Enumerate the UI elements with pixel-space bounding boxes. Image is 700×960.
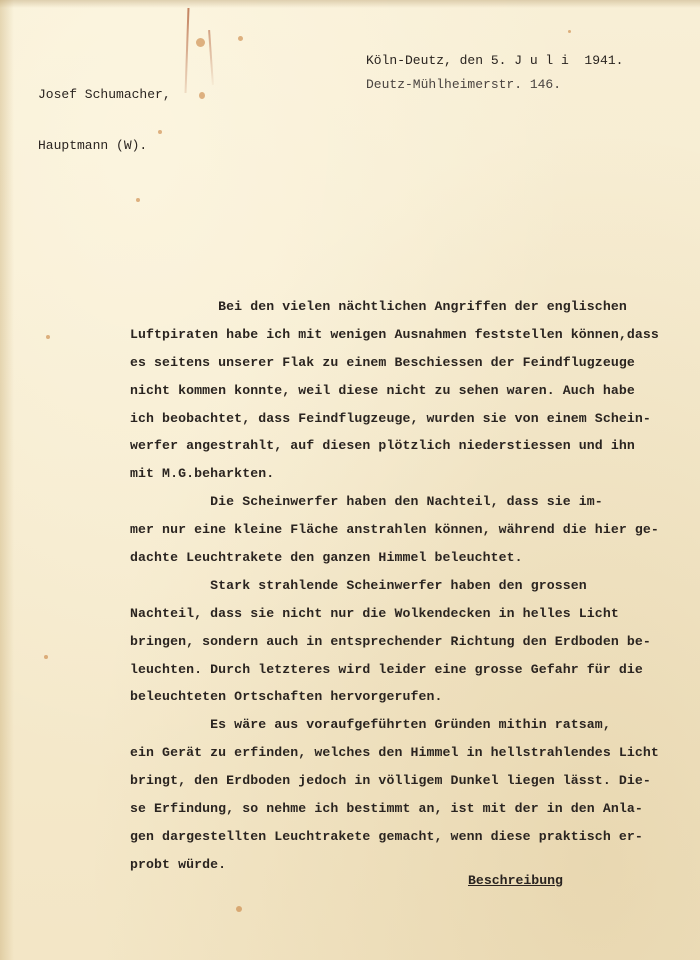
rust-stain [238,36,243,41]
rust-stain [44,655,48,659]
sender-block [38,52,171,188]
body-line: Die Scheinwerfer haben den Nachteil, dass sie im- [130,494,603,510]
paper-top-edge [0,0,700,8]
sender-name: Josef Schumacher, [38,87,171,102]
rust-stain [196,38,205,47]
sender-address: Deutz-Mühlheimerstr. 146. [366,77,562,92]
body-line: ein Gerät zu erfinden, welches den Himmel in hellstrahlendes Licht [130,745,659,761]
rust-stain [236,906,242,912]
body-line: Luftpiraten habe ich mit wenigen Ausnahmen feststellen können,dass [130,326,659,342]
body-line: Stark strahlende Scheinwerfer haben den grossen [130,577,587,593]
rust-stain [568,30,571,33]
paper-crease-secondary [208,30,214,85]
body-line: mer nur eine kleine Fläche anstrahlen können, während die hier ge- [130,522,659,538]
body-line: mit M.G.beharkten. [130,466,275,482]
paper-left-edge [0,0,14,960]
body-line: gen dargestellten Leuchtrakete gemacht, wenn diese praktisch er- [130,828,643,844]
body-line: bringt, den Erdboden jedoch in völligem Dunkel liegen lässt. Die- [130,773,651,789]
rust-stain [46,335,50,339]
body-line: ich beobachtet, dass Feindflugzeuge, wurden sie von einem Schein- [130,410,651,426]
body-line: se Erfindung, so nehme ich bestimmt an, ist mit der in den Anla- [130,801,643,817]
body-line: leuchten. Durch letzteres wird leider eine grosse Gefahr für die [130,661,643,677]
body-line: Nachteil, dass sie nicht nur die Wolkendecken in helles Licht [130,605,619,621]
body-line: beleuchteten Ortschaften hervorgerufen. [130,689,443,705]
body-line: probt würde. [130,856,227,872]
rust-stain [199,92,205,99]
sender-rank: Hauptmann (W). [38,138,148,153]
paper-crease [185,8,190,93]
body-line: bringen, sondern auch in entsprechender Richtung den Erdboden be- [130,633,651,649]
body-line: Bei den vielen nächtlichen Angriffen der englischen [130,299,627,314]
body-line: werfer angestrahlt, auf diesen plötzlich niederstiessen und ihn [130,438,635,454]
body-line: Es wäre aus voraufgeführten Gründen mithin ratsam, [130,717,611,733]
body-line: nicht kommen konnte, weil diese nicht zu sehen waren. Auch habe [130,382,635,398]
body-line: dachte Leuchtrakete den ganzen Himmel beleuchtet. [130,550,523,566]
closing-heading: Beschreibung [468,873,563,888]
body-line: es seitens unserer Flak zu einem Beschiessen der Feindflugzeuge [130,354,635,370]
letter-body [130,293,670,879]
rust-stain [136,198,140,202]
place-date: Köln-Deutz, den 5. J u l i 1941. [366,53,624,68]
